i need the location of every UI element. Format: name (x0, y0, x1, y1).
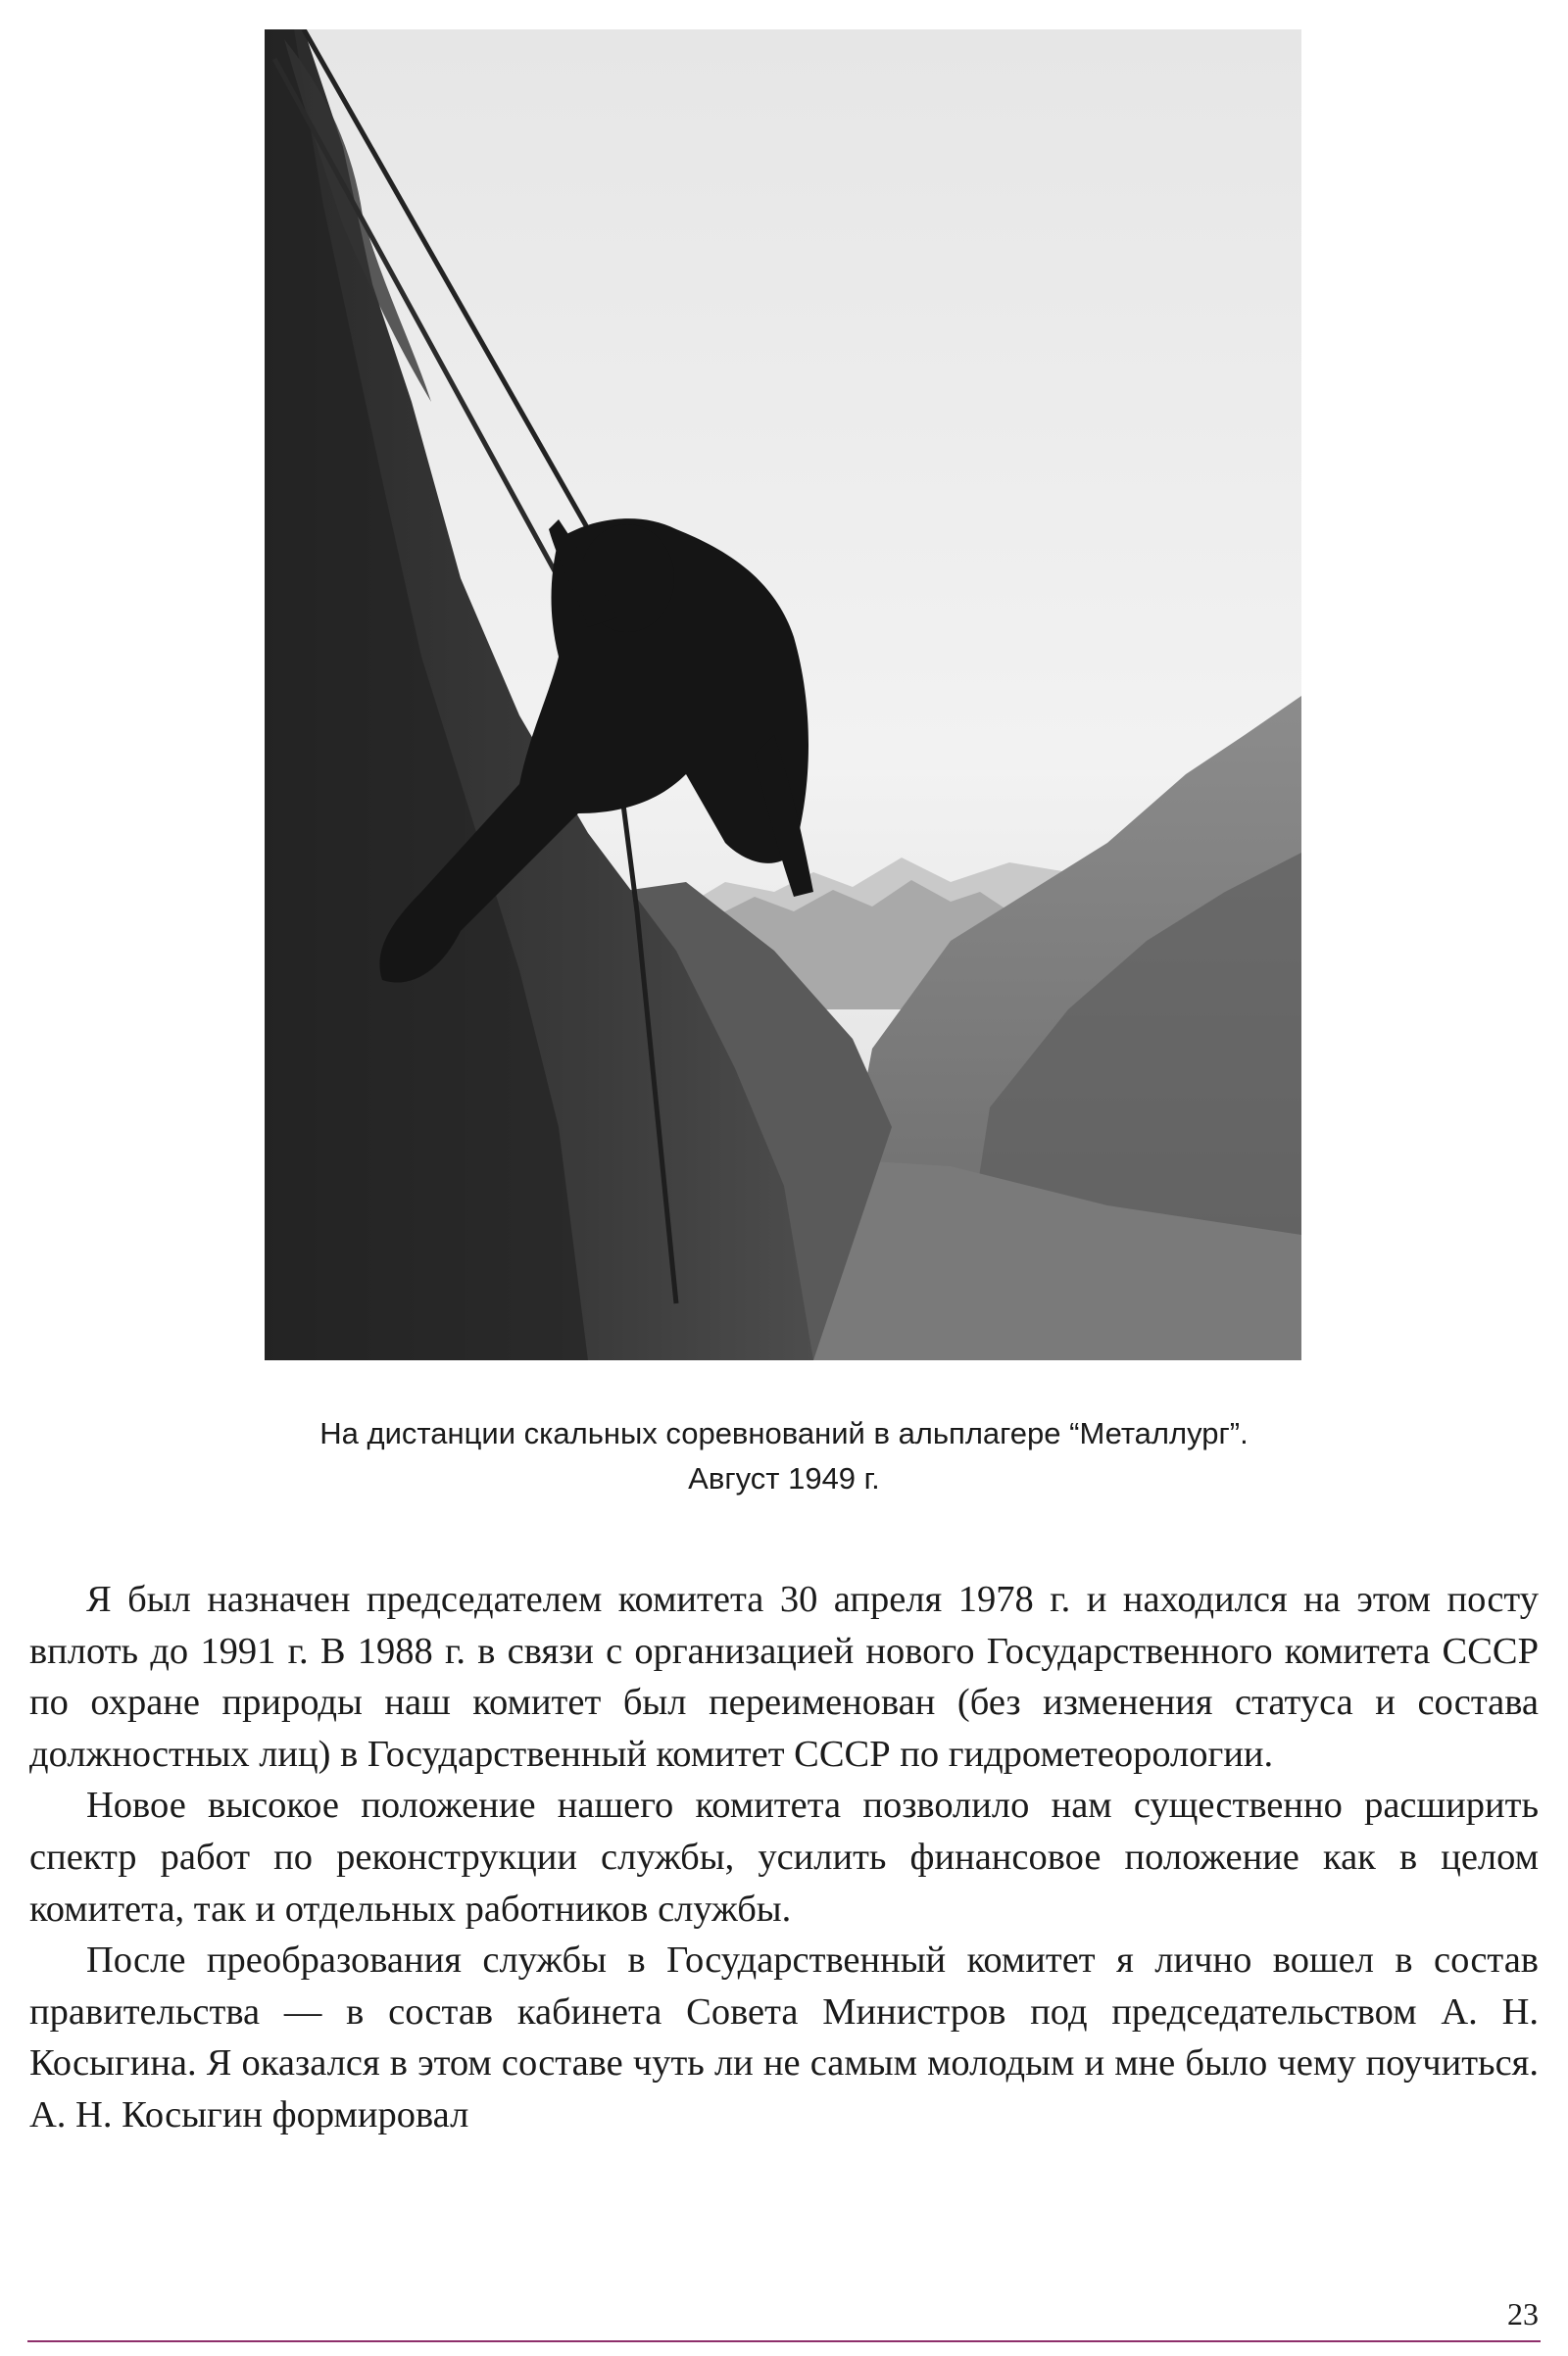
paragraph-1: Я был назначен председателем комитета 30 апреля 1978 г. и находился на этом посту вплоть до 1991 г. В 1988 г. в связи с организацией нового Государственного комитета СССР по охране природы наш комитет был переименован (без изменения статуса и состава должностных лиц) в Государственный комитет СССР по гидрометеорологии. (29, 1579, 1539, 1775)
caption-line-1: На дистанции скальных соревнований в альплагере “Металлург”. (319, 1416, 1249, 1450)
footer-rule (27, 2340, 1541, 2342)
photo-caption (98, 1411, 1470, 1501)
page-number: 23 (1507, 2296, 1539, 2331)
caption-line-2: Август 1949 г. (688, 1461, 880, 1496)
body-text (29, 1574, 1539, 2141)
climber-photo (265, 29, 1301, 1360)
climber-photo-drawing (265, 29, 1301, 1360)
paragraph-2: Новое высокое положение нашего комитета позволило нам существенно расширить спектр работ по реконструкции службы, усилить финансовое положение как в целом комитета, так и отдельных работников службы. (29, 1785, 1539, 1930)
paragraph-3: После преобразования службы в Государственный комитет я лично вошел в состав правительства — в состав кабинета Совета Министров под председательством А. Н. Косыгина. Я оказался в этом составе чуть ли не самым молодым и мне было чему поучиться. А. Н. Косыгин формировал (29, 1939, 1539, 2135)
